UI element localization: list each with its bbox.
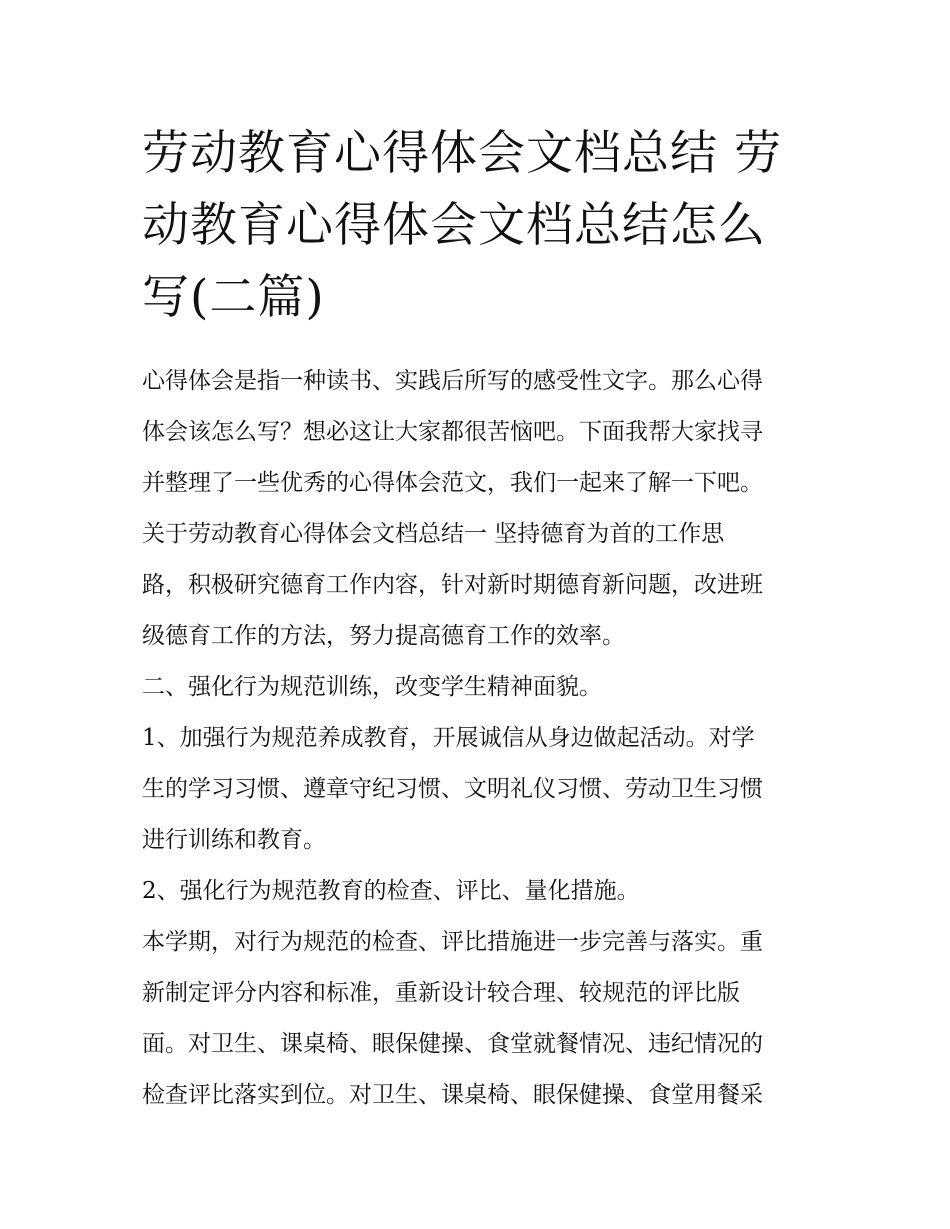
body-line: 生的学习习惯、遵章守纪习惯、文明礼仪习惯、劳动卫生习惯 <box>142 776 763 802</box>
body-line: 检查评比落实到位。对卫生、课桌椅、眼保健操、食堂用餐采 <box>142 1082 763 1108</box>
body-line: 心得体会是指一种读书、实践后所写的感受性文字。那么心得 <box>142 368 763 394</box>
title-line: 劳动教育心得体会文档总结 劳 <box>142 126 782 181</box>
title-line: 写(二篇) <box>142 270 325 325</box>
document-page <box>142 118 812 1121</box>
document-title <box>142 118 812 334</box>
body-line: 体会该怎么写？想必这让大家都很苦恼吧。下面我帮大家找寻 <box>142 419 763 445</box>
body-line: 1、加强行为规范养成教育，开展诚信从身边做起活动。对学 <box>142 725 755 751</box>
body-line: 2、强化行为规范教育的检查、评比、量化措施。 <box>142 878 640 904</box>
body-line: 级德育工作的方法，努力提高德育工作的效率。 <box>142 623 625 649</box>
body-line: 二、强化行为规范训练，改变学生精神面貌。 <box>142 674 602 700</box>
body-line: 进行训练和教育。 <box>142 827 326 853</box>
body-line: 路，积极研究德育工作内容，针对新时期德育新问题，改进班 <box>142 572 763 598</box>
body-line: 关于劳动教育心得体会文档总结一 坚持德育为首的工作思 <box>142 521 725 547</box>
body-line: 面。对卫生、课桌椅、眼保健操、食堂就餐情况、违纪情况的 <box>142 1031 763 1057</box>
body-line: 并整理了一些优秀的心得体会范文，我们一起来了解一下吧。 <box>142 470 763 496</box>
body-line: 本学期，对行为规范的检查、评比措施进一步完善与落实。重 <box>142 929 763 955</box>
document-body <box>142 356 812 1121</box>
body-line: 新制定评分内容和标准，重新设计较合理、较规范的评比版 <box>142 980 740 1006</box>
title-line: 动教育心得体会文档总结怎么 <box>142 198 766 253</box>
